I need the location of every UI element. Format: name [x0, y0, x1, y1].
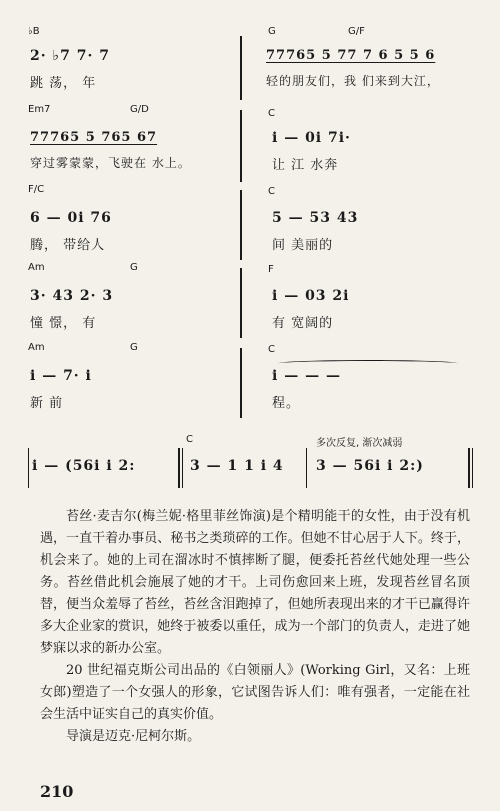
note-group: i — 7· i [30, 368, 92, 384]
note-group: 77765 5 765 67 [30, 130, 158, 145]
repeat-direction: 多次反复, 渐次减弱 [316, 438, 403, 449]
chord-symbol: G/D [130, 104, 149, 115]
chord-symbol: C [268, 108, 275, 119]
barline [240, 348, 242, 418]
lyric-line: 腾， 带给人 [30, 238, 106, 253]
lyric-line: 轻的朋友们，我 们来到大江， [266, 74, 440, 88]
note-group: i — 0i 7i· [272, 130, 351, 146]
lyric-line: 穿过雾蒙蒙，飞驶在 水上。 [30, 156, 191, 170]
chord-symbol: C [268, 344, 275, 355]
barline [28, 448, 29, 488]
lyric-line: 憧 憬， 有 [30, 316, 97, 331]
note-group: 2· ♭7 7· 7 [30, 48, 110, 64]
chord-symbol: C [268, 186, 275, 197]
chord-symbol: G [268, 26, 276, 37]
chord-symbol: C [186, 434, 193, 445]
lyric-line: 有 宽阔的 [272, 316, 334, 331]
note-group: i — 03 2i [272, 288, 350, 304]
lyric-line: 跳 荡， 年 [30, 76, 97, 91]
note-group: 77765 5 77 7 6 5 5 6 [266, 48, 436, 63]
repeat-barline [182, 448, 183, 488]
note-group: i — — — [272, 368, 341, 384]
chord-symbol: G [130, 262, 138, 273]
barline [240, 190, 242, 260]
chord-symbol: ♭B [28, 26, 40, 37]
barline [306, 448, 307, 488]
barline [240, 268, 242, 338]
paragraph: 20 世纪福克斯公司出品的《白领丽人》(Working Girl，又名：上班女郎)塑造了一个女强人的形象，它试图告诉人们：唯有强者，一定能在社会生活中证实自己的真实价值。 [40, 663, 470, 722]
paragraph: 导演是迈克·尼柯尔斯。 [66, 729, 201, 744]
lyric-line: 新 前 [30, 396, 64, 411]
note-group: 3· 43 2· 3 [30, 288, 114, 304]
page-number: 210 [40, 782, 74, 801]
note-group: 6 — 0i 76 [30, 210, 112, 226]
chord-symbol: F [268, 264, 274, 275]
article-body [40, 506, 470, 748]
chord-symbol: Em7 [28, 104, 51, 115]
chord-symbol: F/C [28, 184, 45, 195]
note-group: 3 — 56i i 2:) [316, 458, 424, 474]
lyric-line: 程。 [272, 396, 301, 411]
barline [240, 36, 242, 100]
chord-symbol: Am [28, 262, 45, 273]
tie-arc [278, 360, 458, 367]
lyric-line: 让 江 水奔 [272, 158, 339, 173]
note-group: 5 — 53 43 [272, 210, 359, 226]
repeat-barline [472, 448, 473, 488]
chord-symbol: Am [28, 342, 45, 353]
repeat-barline [178, 448, 180, 488]
paragraph: 苔丝·麦吉尔(梅兰妮·格里菲丝饰演)是个精明能干的女性，由于没有机遇，一直干着办事员、秘书之类琐碎的工作。但她不甘心居于人下。终于，机会来了。她的上司在溜冰时不慎摔断了腿，便委托苔丝代她处理一些公务。苔丝借此机会施展了她的才干。上司伤愈回来上班，发现苔丝冒名顶替，便当众羞辱了苔丝，苔丝含泪跑掉了，但她所表现出来的才干已赢得许多大企业家的赏识，她终于被委以重任，成为一个部门的负责人，走进了她梦寐以求的新办公室。 [40, 509, 470, 656]
barline [240, 110, 242, 182]
chord-symbol: G [130, 342, 138, 353]
note-group: i — (56i i 2: [32, 458, 136, 474]
note-group: 3 — 1 1 i 4 [190, 458, 284, 474]
chord-symbol: G/F [348, 26, 365, 37]
lyric-line: 间 美丽的 [272, 238, 334, 253]
repeat-barline [468, 448, 470, 488]
